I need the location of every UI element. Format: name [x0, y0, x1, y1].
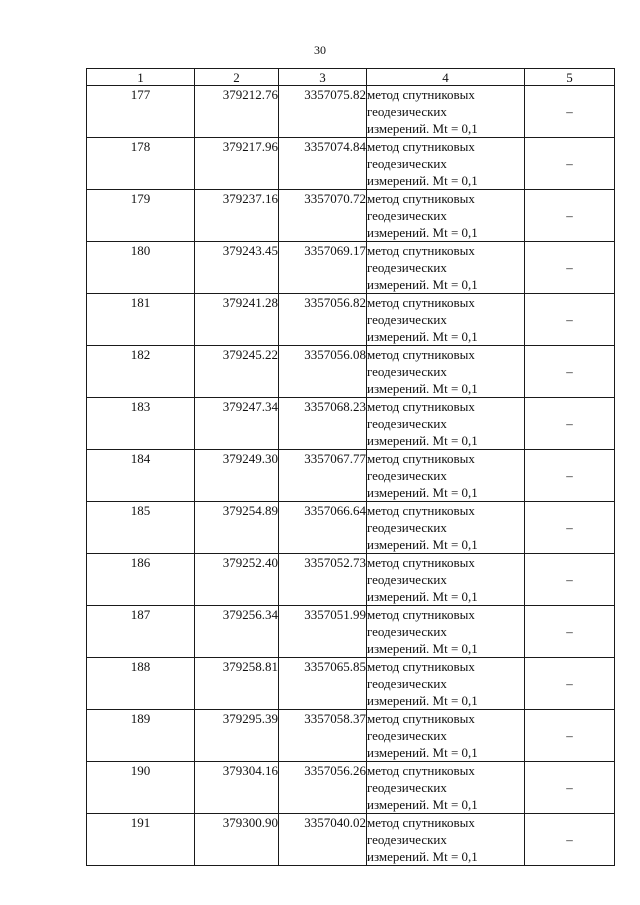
y-coordinate-cell: 3357069.17	[279, 242, 367, 294]
method-cell	[367, 86, 525, 138]
y-coordinate-cell: 3357056.26	[279, 762, 367, 814]
point-number-cell: 184	[87, 450, 195, 502]
method-line-1: метод спутниковых	[367, 399, 475, 414]
method-line-3: измерений. Mt = 0,1	[367, 277, 478, 292]
point-number-cell: 191	[87, 814, 195, 866]
method-line-1: метод спутниковых	[367, 607, 475, 622]
method-line-3: измерений. Mt = 0,1	[367, 849, 478, 864]
note-cell: –	[525, 450, 615, 502]
method-line-1: метод спутниковых	[367, 815, 475, 830]
method-line-3: измерений. Mt = 0,1	[367, 225, 478, 240]
method-line-2: геодезических	[367, 624, 447, 639]
y-coordinate-cell: 3357067.77	[279, 450, 367, 502]
point-number-cell: 177	[87, 86, 195, 138]
note-cell: –	[525, 710, 615, 762]
y-coordinate-cell: 3357075.82	[279, 86, 367, 138]
point-number-cell: 187	[87, 606, 195, 658]
table-row	[87, 502, 615, 554]
table-row	[87, 762, 615, 814]
y-coordinate-cell: 3357066.64	[279, 502, 367, 554]
table-row	[87, 242, 615, 294]
method-line-2: геодезических	[367, 312, 447, 327]
point-number-cell: 189	[87, 710, 195, 762]
method-cell	[367, 814, 525, 866]
method-line-1: метод спутниковых	[367, 763, 475, 778]
point-number-cell: 178	[87, 138, 195, 190]
point-number-cell: 185	[87, 502, 195, 554]
column-header-1: 1	[87, 69, 195, 86]
note-cell: –	[525, 190, 615, 242]
table-row	[87, 294, 615, 346]
y-coordinate-cell: 3357070.72	[279, 190, 367, 242]
y-coordinate-cell: 3357074.84	[279, 138, 367, 190]
method-line-3: измерений. Mt = 0,1	[367, 329, 478, 344]
method-line-3: измерений. Mt = 0,1	[367, 589, 478, 604]
point-number-cell: 180	[87, 242, 195, 294]
note-cell: –	[525, 658, 615, 710]
method-line-2: геодезических	[367, 832, 447, 847]
method-line-1: метод спутниковых	[367, 87, 475, 102]
y-coordinate-cell: 3357056.82	[279, 294, 367, 346]
method-line-2: геодезических	[367, 260, 447, 275]
y-coordinate-cell: 3357052.73	[279, 554, 367, 606]
point-number-cell: 182	[87, 346, 195, 398]
method-line-2: геодезических	[367, 364, 447, 379]
method-line-1: метод спутниковых	[367, 503, 475, 518]
table-row	[87, 346, 615, 398]
note-cell: –	[525, 346, 615, 398]
note-cell: –	[525, 554, 615, 606]
method-cell	[367, 242, 525, 294]
x-coordinate-cell: 379295.39	[195, 710, 279, 762]
y-coordinate-cell: 3357051.99	[279, 606, 367, 658]
table-row	[87, 554, 615, 606]
method-line-3: измерений. Mt = 0,1	[367, 745, 478, 760]
method-cell	[367, 190, 525, 242]
column-header-2: 2	[195, 69, 279, 86]
method-line-3: измерений. Mt = 0,1	[367, 693, 478, 708]
method-line-3: измерений. Mt = 0,1	[367, 485, 478, 500]
x-coordinate-cell: 379212.76	[195, 86, 279, 138]
method-line-2: геодезических	[367, 104, 447, 119]
method-line-2: геодезических	[367, 416, 447, 431]
x-coordinate-cell: 379252.40	[195, 554, 279, 606]
y-coordinate-cell: 3357065.85	[279, 658, 367, 710]
method-cell	[367, 502, 525, 554]
y-coordinate-cell: 3357056.08	[279, 346, 367, 398]
method-line-3: измерений. Mt = 0,1	[367, 121, 478, 136]
note-cell: –	[525, 86, 615, 138]
table-row	[87, 658, 615, 710]
method-line-2: геодезических	[367, 780, 447, 795]
table-row	[87, 190, 615, 242]
x-coordinate-cell: 379254.89	[195, 502, 279, 554]
method-line-2: геодезических	[367, 676, 447, 691]
x-coordinate-cell: 379249.30	[195, 450, 279, 502]
column-header-3: 3	[279, 69, 367, 86]
method-line-3: измерений. Mt = 0,1	[367, 537, 478, 552]
table-row	[87, 814, 615, 866]
method-line-3: измерений. Mt = 0,1	[367, 433, 478, 448]
y-coordinate-cell: 3357040.02	[279, 814, 367, 866]
method-line-2: геодезических	[367, 572, 447, 587]
table-header	[87, 69, 615, 86]
table-row	[87, 86, 615, 138]
x-coordinate-cell: 379256.34	[195, 606, 279, 658]
method-line-1: метод спутниковых	[367, 711, 475, 726]
header-row	[87, 69, 615, 86]
note-cell: –	[525, 814, 615, 866]
y-coordinate-cell: 3357068.23	[279, 398, 367, 450]
point-number-cell: 188	[87, 658, 195, 710]
method-cell	[367, 450, 525, 502]
method-line-1: метод спутниковых	[367, 451, 475, 466]
method-cell	[367, 346, 525, 398]
point-number-cell: 190	[87, 762, 195, 814]
x-coordinate-cell: 379300.90	[195, 814, 279, 866]
method-cell	[367, 710, 525, 762]
method-line-3: измерений. Mt = 0,1	[367, 797, 478, 812]
point-number-cell: 183	[87, 398, 195, 450]
method-line-1: метод спутниковых	[367, 659, 475, 674]
note-cell: –	[525, 138, 615, 190]
point-number-cell: 181	[87, 294, 195, 346]
method-line-1: метод спутниковых	[367, 243, 475, 258]
method-line-1: метод спутниковых	[367, 191, 475, 206]
x-coordinate-cell: 379237.16	[195, 190, 279, 242]
method-line-3: измерений. Mt = 0,1	[367, 173, 478, 188]
table-row	[87, 138, 615, 190]
y-coordinate-cell: 3357058.37	[279, 710, 367, 762]
method-cell	[367, 138, 525, 190]
method-cell	[367, 658, 525, 710]
table-row	[87, 450, 615, 502]
x-coordinate-cell: 379247.34	[195, 398, 279, 450]
method-cell	[367, 606, 525, 658]
page-number: 30	[314, 43, 326, 57]
note-cell: –	[525, 294, 615, 346]
method-cell	[367, 398, 525, 450]
method-line-3: измерений. Mt = 0,1	[367, 641, 478, 656]
method-cell	[367, 762, 525, 814]
method-line-2: геодезических	[367, 520, 447, 535]
note-cell: –	[525, 606, 615, 658]
method-cell	[367, 294, 525, 346]
table-row	[87, 606, 615, 658]
method-line-1: метод спутниковых	[367, 295, 475, 310]
method-line-2: геодезических	[367, 156, 447, 171]
x-coordinate-cell: 379241.28	[195, 294, 279, 346]
column-header-4: 4	[367, 69, 525, 86]
method-line-1: метод спутниковых	[367, 347, 475, 362]
note-cell: –	[525, 398, 615, 450]
note-cell: –	[525, 502, 615, 554]
method-line-1: метод спутниковых	[367, 555, 475, 570]
method-line-2: геодезических	[367, 728, 447, 743]
method-cell	[367, 554, 525, 606]
method-line-2: геодезических	[367, 468, 447, 483]
note-cell: –	[525, 762, 615, 814]
table-row	[87, 710, 615, 762]
method-line-3: измерений. Mt = 0,1	[367, 381, 478, 396]
x-coordinate-cell: 379217.96	[195, 138, 279, 190]
x-coordinate-cell: 379243.45	[195, 242, 279, 294]
table-row	[87, 398, 615, 450]
table-body	[87, 86, 615, 866]
method-line-1: метод спутниковых	[367, 139, 475, 154]
column-header-5: 5	[525, 69, 615, 86]
method-line-2: геодезических	[367, 208, 447, 223]
point-number-cell: 186	[87, 554, 195, 606]
x-coordinate-cell: 379245.22	[195, 346, 279, 398]
note-cell: –	[525, 242, 615, 294]
x-coordinate-cell: 379304.16	[195, 762, 279, 814]
x-coordinate-cell: 379258.81	[195, 658, 279, 710]
coordinates-table	[86, 68, 615, 866]
point-number-cell: 179	[87, 190, 195, 242]
